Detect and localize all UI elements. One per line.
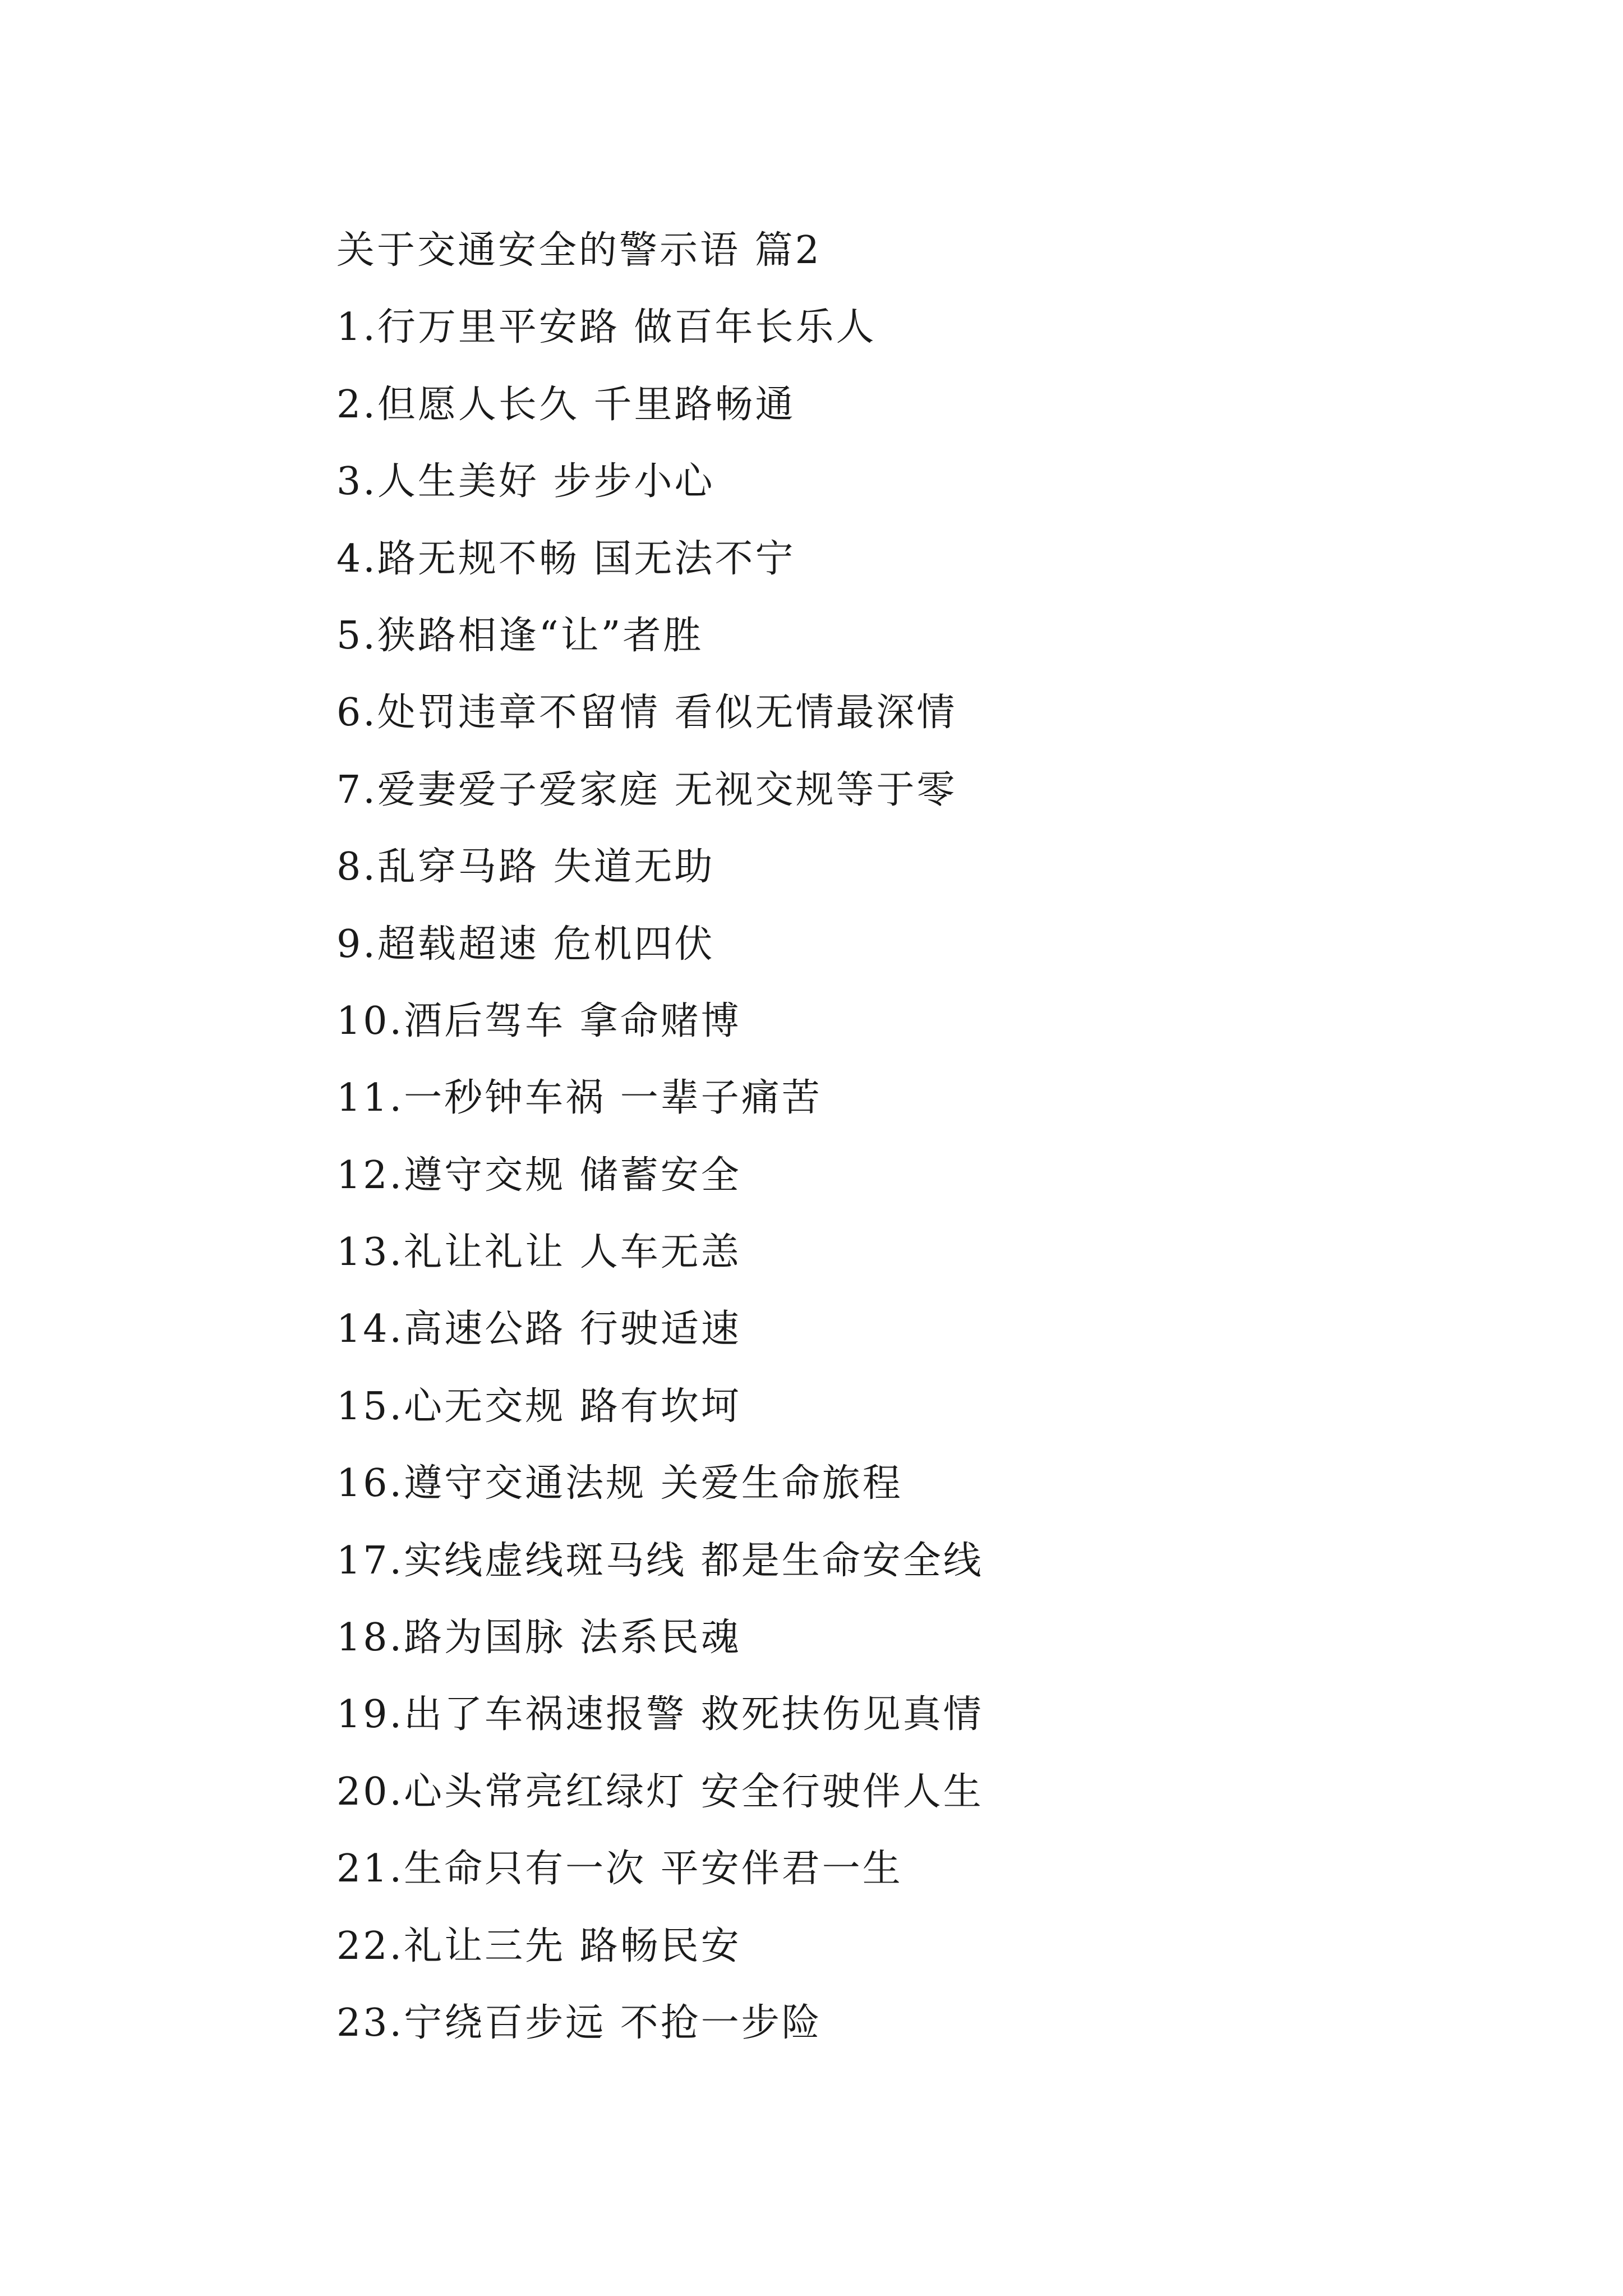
slogan-item: 14.高速公路 行驶适速 bbox=[336, 1307, 741, 1352]
document-title: 关于交通安全的警示语 篇2 bbox=[336, 228, 822, 273]
slogan-item: 9.超载超速 危机四伏 bbox=[336, 922, 715, 967]
slogan-item: 18.路为国脉 法系民魂 bbox=[336, 1616, 741, 1660]
slogan-item: 15.心无交规 路有坎坷 bbox=[336, 1384, 741, 1429]
slogan-item: 23.宁绕百步远 不抢一步险 bbox=[336, 2000, 822, 2045]
slogan-item: 12.遵守交规 储蓄安全 bbox=[336, 1153, 741, 1198]
slogan-item: 6.处罚违章不留情 看似无情最深情 bbox=[336, 691, 957, 735]
slogan-item: 5.狭路相逢“让”者胜 bbox=[336, 613, 704, 658]
document-body bbox=[336, 212, 1514, 2062]
slogan-item: 16.遵守交通法规 关爱生命旅程 bbox=[336, 1461, 903, 1506]
slogan-item: 4.路无规不畅 国无法不宁 bbox=[336, 536, 796, 581]
slogan-item: 2.但愿人长久 千里路畅通 bbox=[336, 382, 796, 427]
slogan-item: 3.人生美好 步步小心 bbox=[336, 459, 715, 504]
slogan-item: 21.生命只有一次 平安伴君一生 bbox=[336, 1847, 903, 1892]
slogan-item: 7.爱妻爱子爱家庭 无视交规等于零 bbox=[336, 767, 957, 812]
slogan-item: 8.乱穿马路 失道无助 bbox=[336, 845, 715, 890]
slogan-item: 1.行万里平安路 做百年长乐人 bbox=[336, 305, 877, 350]
slogan-item: 20.心头常亮红绿灯 安全行驶伴人生 bbox=[336, 1769, 984, 1814]
slogan-item: 13.礼让礼让 人车无恙 bbox=[336, 1230, 741, 1275]
slogan-item: 17.实线虚线斑马线 都是生命安全线 bbox=[336, 1538, 984, 1583]
slogan-item: 22.礼让三先 路畅民安 bbox=[336, 1924, 741, 1968]
slogan-item: 11.一秒钟车祸 一辈子痛苦 bbox=[336, 1076, 822, 1121]
slogan-item: 10.酒后驾车 拿命赌博 bbox=[336, 999, 741, 1043]
slogan-item: 19.出了车祸速报警 救死扶伤见真情 bbox=[336, 1692, 984, 1737]
